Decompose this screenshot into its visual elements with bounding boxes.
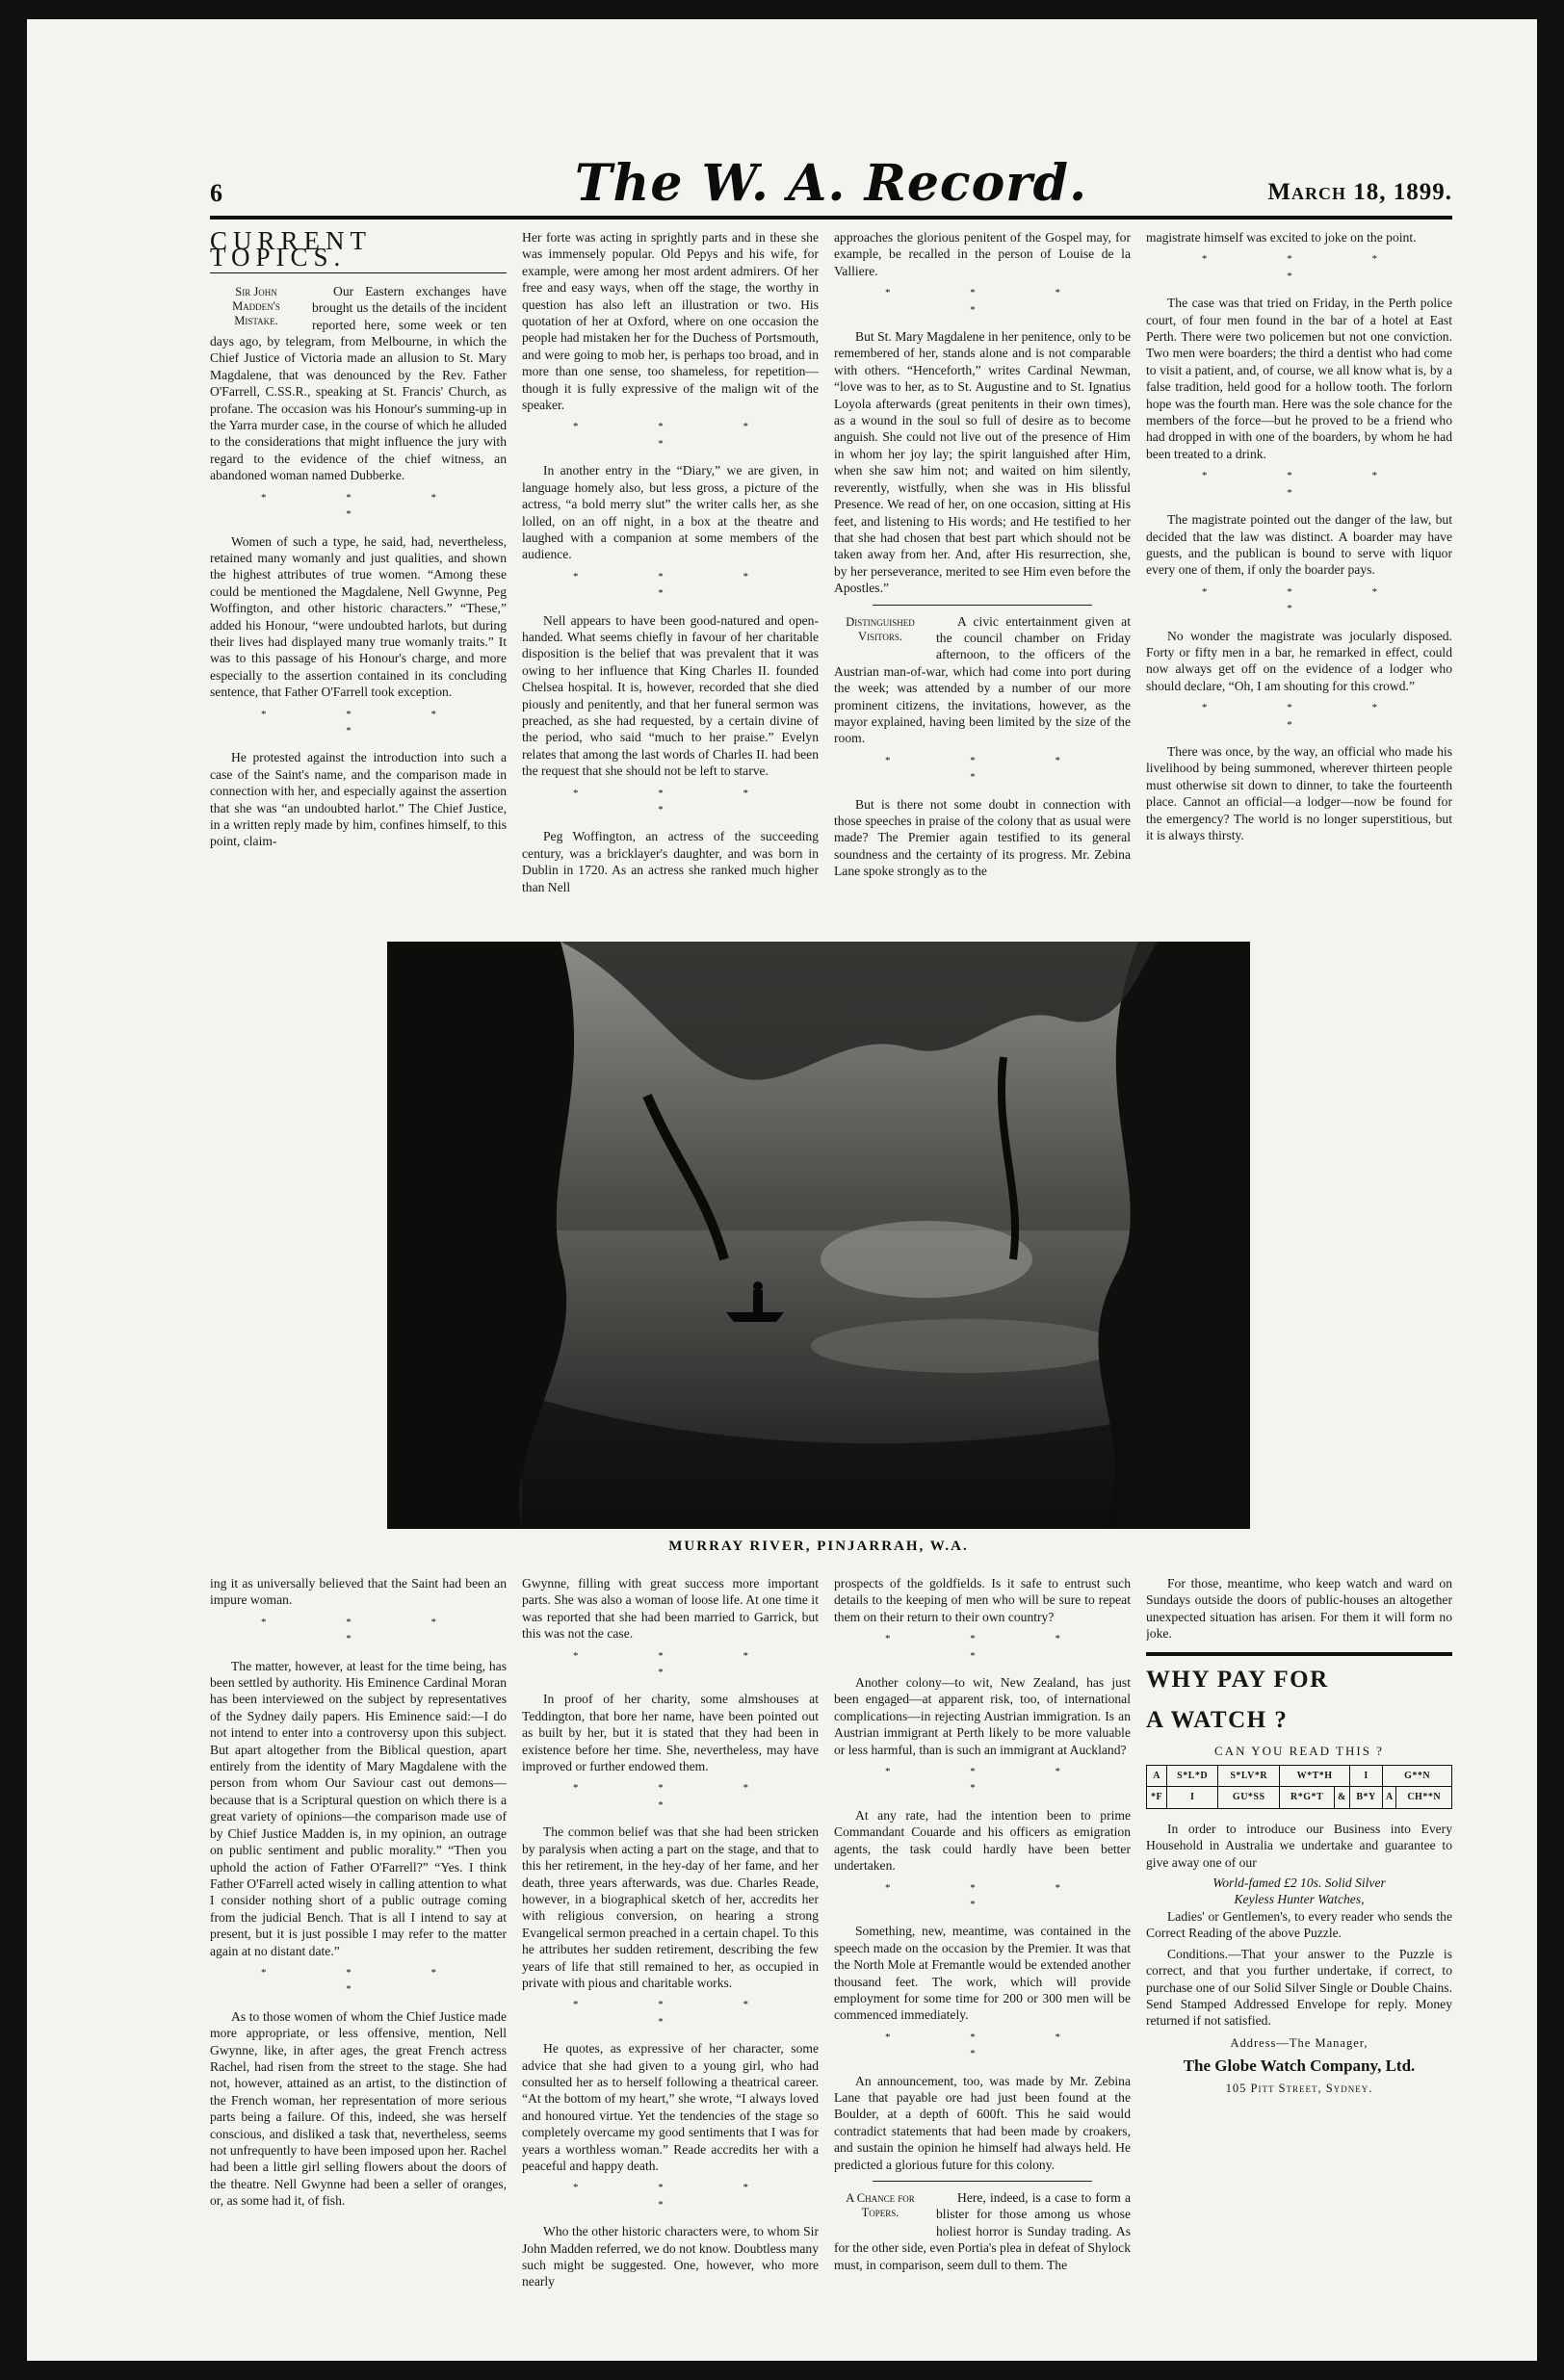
column-3-bottom	[834, 1575, 1131, 2336]
paragraph: The case was that tried on Friday, in the Perth police court, of four men found in the bar of a hotel at East Perth. There were two policemen but not one conviction. Two men were boarders; the third a dentist who had come to visit a patient, and, of course, we all know what is, by a false tradition, held good for a hollow tooth. The forlorn hope was the fourth man. Here was the sole chance for the members of the force—but he proved to be a friend who had dropped in with one of the boarders, by whom he had been treated to a drink.	[1146, 296, 1452, 461]
separator-stars: * * * *	[1202, 702, 1416, 731]
puzzle-cell: A	[1383, 1787, 1396, 1808]
separator-stars: * * * *	[261, 1616, 475, 1645]
photo-caption: MURRAY RIVER, PINJARRAH, W.A.	[668, 1539, 969, 1554]
puzzle-cell: S*L*D	[1167, 1766, 1218, 1787]
puzzle-cell: R*G*T	[1280, 1787, 1335, 1808]
separator-stars: * * * *	[573, 1782, 787, 1811]
puzzle-cell: B*Y	[1349, 1787, 1382, 1808]
separator-stars: * * * *	[261, 1966, 475, 1996]
paragraph: Who the other historic characters were, to whom Sir John Madden referred, we do not know. Doubtless many such might be suggested. One, however, who more nearly	[522, 2224, 819, 2289]
separator-stars: * * * *	[1202, 253, 1416, 282]
paragraph: A civic entertainment given at the council chamber on Friday afternoon, to the officers of the Austrian man-of-war, which had come into port during the week; was attended by a number of our more prominent citizens, the invitations, however, as the mayor explained, having been limited by the size of the room.	[834, 613, 1131, 746]
ad-subheadline: CAN YOU READ THIS ?	[1214, 1743, 1384, 1758]
paragraph: In another entry in the “Diary,” we are given, in language homely also, but less gross, a picture of the actress, “a bold merry slut” the writer calls her, as she lolled, on an off night, in a box at the theatre and laughed with a companion at some members of the audience.	[522, 463, 819, 562]
river-scene-illustration	[387, 942, 1250, 1529]
paragraph: An announcement, too, was made by Mr. Zebina Lane that payable ore had just been found at the Boulder, at a depth of 600ft. This he said would contradict statements that had been made by croakers, and sustain the opinion he himself had always held. He predicted a glorious future for this colony.	[834, 2073, 1131, 2172]
puzzle-row	[1147, 1787, 1452, 1808]
divider	[873, 2181, 1092, 2182]
ad-company-name: The Globe Watch Company, Ltd.	[1183, 2057, 1416, 2076]
river-photograph	[387, 942, 1250, 1529]
newspaper-title: The W. A. Record.	[574, 154, 1088, 213]
paragraph: In proof of her charity, some almshouses at Teddington, that bore her name, have been pointed out as built by her, but it is stated that they had been in existence before her time. She, nevertheless, may have improved or further endowed them.	[522, 1692, 819, 1774]
separator-stars: * * * *	[573, 2182, 787, 2211]
column-2-top	[522, 229, 819, 932]
puzzle-cell: GU*SS	[1218, 1787, 1280, 1808]
masthead	[210, 154, 1452, 214]
paragraph: But St. Mary Magdalene in her penitence, only to be remembered of her, stands alone and is not comparable with others. “Henceforth,” writes Cardinal Newman, “love was to her, as to St. Augustine and to St. Ignatius Loyola afterwards (great penitents in their own times), as a wound in the soul so full of desire as to become anguish. She could not live out of the presence of Him in whom her joy lay; the spirit languished after Him, when she saw him not; and waited on him silently, reverently, wistfully, when she was in His blissful Presence. We read of her, on one occasion, sitting at His feet, and listening to His words; and He testified to her that she had chosen that best part which should not be taken away from her. And, after His resurrection, she, by her perseverance, merited to see Him even before the Apostles.”	[834, 329, 1131, 596]
paragraph: There was once, by the way, an official who made his livelihood by being summoned, wherever thirteen people must otherwise sit down to dinner, to take the fourteenth place. Cannot an official—a lodger—now be found for the emergency? The world is no longer superstitious, but it is always thirsty.	[1146, 743, 1452, 842]
paragraph: He quotes, as expressive of her character, some advice that she had given to a young girl, who had consulted her as to herself following a theatrical career. “At the bottom of my heart,” she wrote, “I always loved and honoured virtue. Yet the tendencies of the stage so completely overcame my good sentiments that I was for years a worthless woman.” Reade accredits her with a peaceful and happy death.	[522, 2041, 819, 2173]
paragraph: No wonder the magistrate was jocularly disposed. Forty or fifty men in a bar, he remarked in effect, could now always get off on the evidence of a lodger who should declare, “Oh, I am shouting for this crowd.”	[1146, 628, 1452, 693]
paragraph: prospects of the goldfields. Is it safe to entrust such details to the keeping of men who will be sure to repeat them on their return to their own country?	[834, 1576, 1131, 1624]
paragraph: Our Eastern exchanges have brought us the details of the incident reported here, some week or ten days ago, by telegram, from Melbourne, in which the Chief Justice of Victoria made an allusion to St. Mary Magdalene, that was denounced by the Rev. Father O'Farrell, C.SS.R., speaking at St. Francis' Church, as profane. The occasion was his Honour's summing-up in the Yarra murder case, in the course of which he alluded to the considerations that might influence the jury with regard to the evidence of the chief witness, an abandoned woman named Dubberke.	[210, 283, 507, 483]
column-2-bottom	[522, 1575, 819, 2336]
puzzle-row	[1147, 1766, 1452, 1787]
ad-conditions: Conditions.—That your answer to the Puzzle is correct, and that you further undertake, if correct, to purchase one of our Solid Silver Single or Double Chains. Send Stamped Addressed Envelope for reply. Money returned if not satisfied.	[1146, 1946, 1452, 2029]
puzzle-cell: A	[1147, 1766, 1167, 1787]
paragraph: magistrate himself was excited to joke on the point.	[1146, 230, 1417, 245]
paragraph: approaches the glorious penitent of the Gospel may, for example, be recalled in the person of Louise de la Valliere.	[834, 230, 1131, 278]
column-1-top	[210, 229, 507, 932]
advertisement-rule	[1146, 1652, 1452, 1656]
page-number: 6	[210, 179, 222, 207]
puzzle-cell: I	[1349, 1766, 1382, 1787]
column-4-bottom	[1146, 1575, 1452, 2336]
newspaper-page	[27, 19, 1537, 2361]
separator-stars: * * * *	[885, 2031, 1099, 2060]
paragraph: Gwynne, filling with great success more important parts. She was also a woman of loose life. At one time it was reported that she had been married to Garrick, but this was not the case.	[522, 1576, 819, 1642]
ad-headline-1: WHY PAY FOR	[1146, 1666, 1329, 1693]
column-1-bottom	[210, 1575, 507, 2336]
word-puzzle	[1146, 1765, 1452, 1809]
paragraph: The common belief was that she had been stricken by paralysis when acting a part on the stage, and that to this her retirement, in the hey-day of her fame, and her death, three years afterwards, was due. Charles Reade, however, in a biographical sketch of her, accredits her with religious conversion, on hearing a strong Evangelical sermon preached in a certain chapel. To this he attributes her sudden retirement, describing the few years of life that still remained to her, as occupied in private with pious and charitable works.	[522, 1824, 819, 1990]
separator-stars: * * * *	[1202, 585, 1416, 615]
divider	[873, 605, 1092, 606]
ad-paragraph: In order to introduce our Business into Every Household in Australia we undertake and guarantee to give away one of our	[1146, 1821, 1452, 1870]
puzzle-cell: W*T*H	[1280, 1766, 1350, 1787]
puzzle-cell: S*LV*R	[1218, 1766, 1280, 1787]
puzzle-cell: G**N	[1383, 1766, 1452, 1787]
paragraph: Nell appears to have been good-natured and open-handed. What seems chiefly in favour of her charitable disposition is the belief that was prevalent that it was owing to her influence that King Charles II. founded Chelsea hospital. It is, however, recorded that she died piously and penitently, and that her funeral sermon was preached, as she had requested, by a certain divine of the period, who said “much to her praise.” Evelyn relates that among the last words of Charles II. had been the request that she should not be left to starve.	[522, 612, 819, 779]
ad-headline-2: A WATCH ?	[1146, 1706, 1289, 1733]
separator-stars: * * * *	[573, 1649, 787, 1679]
puzzle-cell: *F	[1147, 1787, 1167, 1808]
column-4-top	[1146, 229, 1452, 932]
masthead-rule	[210, 216, 1452, 220]
ad-address-label: Address—The Manager,	[1230, 2035, 1368, 2050]
separator-stars: * * * *	[885, 1633, 1099, 1662]
separator-stars: * * * *	[885, 754, 1099, 784]
section-heading: CURRENT TOPICS.	[210, 233, 507, 273]
paragraph: Something, new, meantime, was contained in the speech made on the occasion by the Premier. It was that the North Mole at Fremantle would be extended another thousand feet. The work, which will provide employment for some time for 200 or 300 men will be commenced immediately.	[834, 1924, 1131, 2023]
paragraph: Here, indeed, is a case to form a blister for those among us whose holiest horror is Sunday trading. As for the other side, even Portia's plea in defeat of Shylock must, in comparison, seem dull to them. The	[834, 2190, 1131, 2272]
paragraph: But is there not some doubt in connection with those speeches in praise of the colony that as usual were made? The Premier again testified to its general soundness and the certainty of its progress. Mr. Zebina Lane spoke strongly as to the	[834, 796, 1131, 879]
paragraph: He protested against the introduction into such a case of the Saint's name, and the comparison made in connection with her, and especially against the assertion that she was “an undoubted harlot.” The Chief Justice, in a written reply made by him, confines himself, to this point, claim-	[210, 750, 507, 849]
separator-stars: * * * *	[885, 287, 1099, 316]
separator-stars: * * * *	[573, 787, 787, 815]
watch-advertisement	[1146, 1664, 1452, 2097]
separator-stars: * * * *	[1202, 470, 1416, 499]
separator-stars: * * * *	[885, 1766, 1099, 1795]
separator-stars: * * * *	[573, 421, 787, 450]
paragraph: ing it as universally believed that the Saint had been an impure woman.	[210, 1576, 507, 1608]
puzzle-cell: &	[1334, 1787, 1349, 1808]
ad-street-address: 105 Pitt Street, Sydney.	[1225, 2081, 1373, 2095]
separator-stars: * * * *	[261, 491, 475, 521]
separator-stars: * * * *	[885, 1881, 1099, 1910]
separator-stars: * * * *	[573, 570, 787, 600]
paragraph: The matter, however, at least for the time being, has been settled by authority. His Eminence Cardinal Moran has been interviewed on the subject by representatives of the Sydney daily papers. His Eminence said:—I do not intend to enter into a controversy upon this subject. But apart altogether from the Biblical question, apart entirely from the identity of Mary Magdalene with the person from whom Our Saviour cast out demons—because that is a Scriptural question on which there is a great variety of opinions—the comparison made use of by Chief Justice Madden is, in my opinion, an outrage on public sentiment and public morality.” “Then you uphold the action of Father O'Farrell?” “Yes. I think Father O'Farrell acted wisely in calling attention to what I consider nothing short of a public outrage coming from the judicial Bench. That is all I intend to say at present, but it is just possible I may refer to the matter again at no distant date.”	[210, 1658, 507, 1958]
separator-stars: * * * *	[261, 708, 475, 737]
paragraph: Peg Woffington, an actress of the succeeding century, was a bricklayer's daughter, and was born in Dublin in 1720. As an actress she ranked much higher than Nell	[522, 829, 819, 894]
paragraph: As to those women of whom the Chief Justice made more appropriate, or less offensive, mention, Nell Gwynne, like, in after ages, the great French actress Rachel, had risen from the street to the stage. She had not, however, attained as an artist, to the distinction of the French woman, her representation of more serious parts being a failure. Of this, indeed, she was herself conscious, and disliked a task that, nevertheless, seems not unfrequently to have been imposed upon her. Rachel had been a little girl selling flowers about the doors of the theatre. Nell Gwynne had been a seller of oranges, or, as some had it, of fish.	[210, 2008, 507, 2209]
column-3-top	[834, 229, 1131, 932]
sidenote-visitors: Distinguished Visitors.	[846, 614, 915, 643]
paragraph: Women of such a type, he said, had, nevertheless, retained many womanly and just qualities, and shown the highest attributes of true women. “Among these could be mentioned the Magdalene, Nell Gwynne, Peg Woffington, and other historic characters.” “These,” added his Honour, “were undoubted harlots, but during their lives had displayed many true womanly traits.” It was to this passage of his Honour's charge, and more especially to the assertion contained in its concluding sentence, that Father O'Farrell took exception.	[210, 533, 507, 700]
paragraph: Her forte was acting in sprightly parts and in these she was immensely popular. Old Pepys and his wife, for example, were among her most ardent admirers. Of her free and easy ways, when off the stage, the worthy in question has also left an illustration or two. His quotation of her at Oxford, where on one occasion the people had mistaken her for the Duchess of Portsmouth, and were going to mob her, is perhaps too broad, and in more than one sense, too shameless, for repetition—though it is fully expressive of the malign wit of the speaker.	[522, 230, 819, 413]
ad-offer-line-2: Keyless Hunter Watches,	[1234, 1892, 1365, 1907]
puzzle-cell: I	[1167, 1787, 1218, 1808]
paragraph: The magistrate pointed out the danger of the law, but decided that the law was distinct. A boarder may have guests, and the publican is bound to serve with liquor every one of them, if only the boarder pays.	[1146, 512, 1452, 578]
ad-offer-line-1: World-famed £2 10s. Solid Silver	[1212, 1876, 1386, 1891]
issue-date: March 18, 1899.	[1267, 179, 1452, 205]
separator-stars: * * * *	[573, 1999, 787, 2028]
ad-paragraph: Ladies' or Gentlemen's, to every reader who sends the Correct Reading of the above Puzzle.	[1146, 1908, 1452, 1941]
sidenote-madden: Sir John Madden's Mistake.	[232, 284, 280, 327]
paragraph: Another colony—to wit, New Zealand, has just been engaged—at apparent risk, too, of international complications—in rejecting Austrian immigration. Is an Austrian immigrant at Perth likely to be more valuable or less harmful, than is such an immigrant at Auckland?	[834, 1675, 1131, 1757]
paragraph: For those, meantime, who keep watch and ward on Sundays outside the doors of public-houses an altogether unexpected situation has arisen. For them it will form no joke.	[1146, 1576, 1452, 1642]
paragraph: At any rate, had the intention been to prime Commandant Couarde and his officers as emigration agents, the task could hardly have been better undertaken.	[834, 1807, 1131, 1874]
sidenote-topers: A Chance for Topers.	[846, 2191, 915, 2219]
puzzle-cell: CH**N	[1396, 1787, 1452, 1808]
